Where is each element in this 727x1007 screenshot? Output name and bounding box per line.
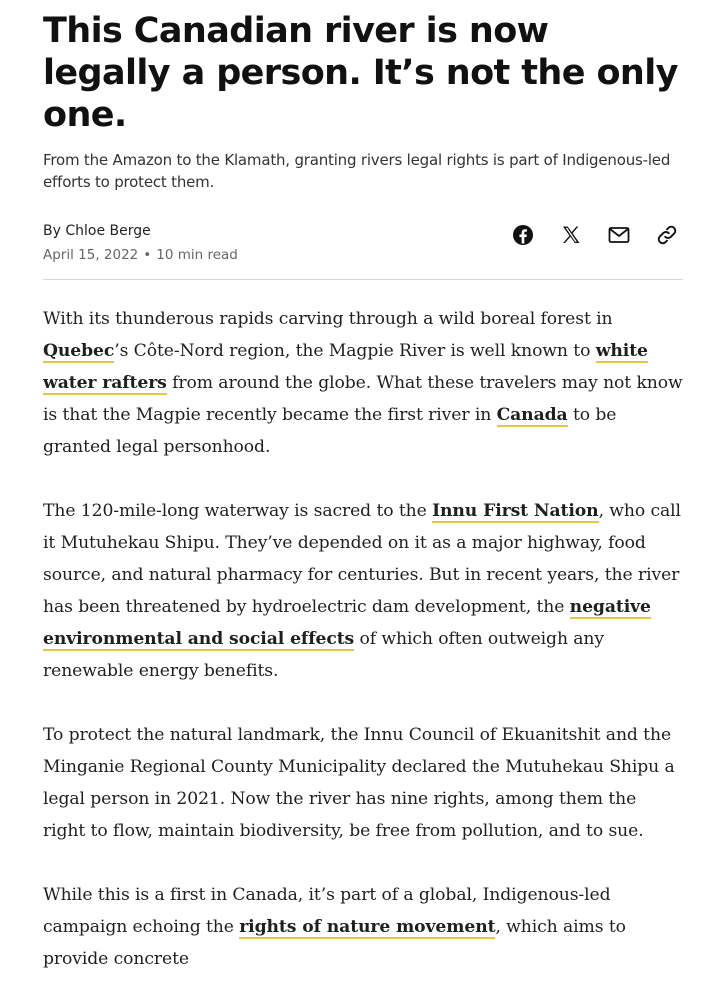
byline-prefix: By: [43, 223, 66, 239]
link-negative-effects[interactable]: negative environmental and social effects: [43, 597, 651, 649]
share-email-button[interactable]: [607, 223, 631, 247]
text-run: from around the globe. What these travelers may not know is that the Magpie recently became the first river in: [43, 373, 683, 425]
text-run: With its thunderous rapids carving through a wild boreal forest in: [43, 309, 613, 329]
link-rights-of-nature[interactable]: rights of nature movement: [239, 917, 496, 937]
article-body: [43, 303, 683, 975]
link-canada[interactable]: Canada: [496, 405, 568, 425]
link-innu-first-nation[interactable]: Innu First Nation: [432, 501, 599, 521]
dateline: [43, 245, 683, 265]
text-run: , which aims to provide concrete: [43, 917, 626, 969]
email-icon: [607, 223, 631, 247]
header-divider: [43, 279, 683, 280]
share-x-button[interactable]: [559, 223, 583, 247]
share-facebook-button[interactable]: [511, 223, 535, 247]
publish-date: April 15, 2022: [43, 247, 139, 263]
article-dek: From the Amazon to the Klamath, granting rivers legal rights is part of Indigenous-led efforts to protect them.: [43, 151, 671, 191]
text-run: to be granted legal personhood.: [43, 405, 617, 457]
read-time: 10 min read: [156, 247, 238, 263]
paragraph-4: [43, 879, 683, 975]
text-run: ’s Côte-Nord region, the Magpie River is well known to: [114, 341, 596, 361]
share-bar: [511, 223, 679, 247]
text-run: of which often outweigh any renewable energy benefits.: [43, 629, 605, 681]
link-quebec[interactable]: Quebec: [43, 341, 115, 361]
link-white-water-rafters[interactable]: white water rafters: [43, 341, 648, 393]
text-run: , who call it Mutuhekau Shipu. They’ve depended on it as a major highway, food source, and natural pharmacy for centuries. But in recent years, the river has been threatened by hydroelectric dam development, the: [43, 501, 681, 617]
paragraph-3: To protect the natural landmark, the Innu Council of Ekuanitshit and the Minganie Regional County Municipality declared the Mutuhekau Shipu a legal person in 2021. Now the river has nine rights, among them the right to flow, maintain biodiversity, be free from pollution, and to sue.: [43, 725, 675, 841]
paragraph-2: [43, 495, 683, 687]
text-run: While this is a first in Canada, it’s part of a global, Indigenous-led campaign echoing the: [43, 885, 611, 937]
author-link[interactable]: Chloe Berge: [65, 223, 151, 239]
facebook-icon: [511, 223, 535, 247]
x-icon: [559, 223, 583, 247]
article-meta: [43, 221, 683, 265]
link-icon: [655, 223, 679, 247]
article-headline: This Canadian river is now legally a person. It’s not the only one.: [43, 11, 678, 135]
paragraph-1: [43, 303, 683, 463]
copy-link-button[interactable]: [655, 223, 679, 247]
meta-separator: •: [143, 247, 152, 263]
text-run: The 120-mile-long waterway is sacred to the: [43, 501, 433, 521]
article-container: [43, 10, 683, 1007]
